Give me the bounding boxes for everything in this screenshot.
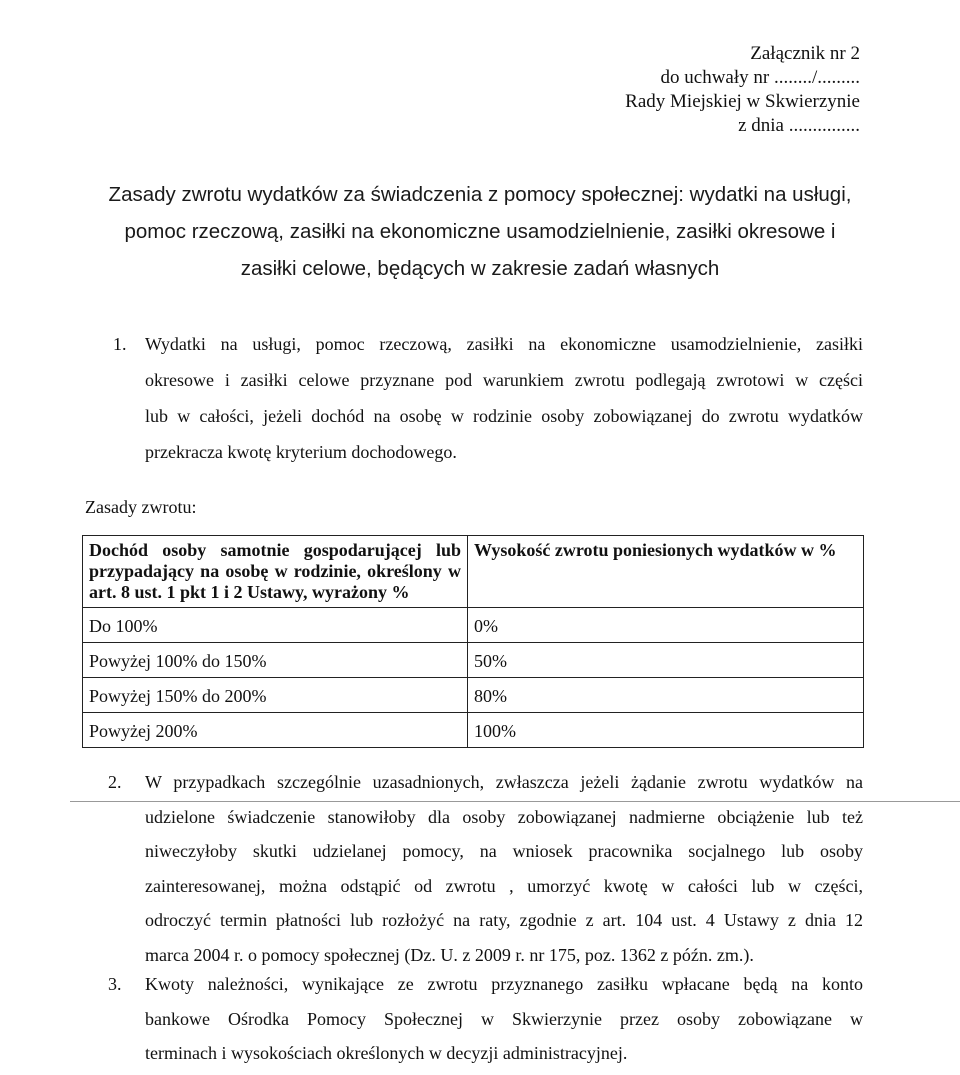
table-row [83,678,864,713]
paragraph-3-line: bankowe Ośrodka Pomocy Społecznej w Skwierzynie przez osoby zobowiązane w [145,1008,863,1029]
paragraph-3-line: Kwoty należności, wynikające ze zwrotu przyznanego zasiłku wpłacane będą na konto [145,974,863,994]
attachment-number: Załącznik nr 2 [750,43,860,64]
paragraph-2-line: odroczyć termin płatności lub rozłożyć na raty, zgodnie z art. 104 ust. 4 Ustawy z dnia 12 [145,910,863,930]
title-line-1: Zasady zwrotu wydatków za świadczenia z pomocy społecznej: wydatki na usługi, [108,183,852,206]
paragraph-3 [108,967,863,1071]
paragraph-2-line: zainteresowanej, można odstąpić od zwrotu , umorzyć kwotę w całości lub w części, [145,875,863,896]
paragraph-2-line: udzielone świadczenie stanowiłoby dla osoby zobowiązanej nadmierne obciążenie lub też [145,806,863,827]
income-cell: Powyżej 150% do 200% [83,678,468,713]
paragraph-1-line: przekracza kwotę kryterium dochodowego. [145,442,457,462]
title-line-3: zasiłki celowe, będących w zakresie zadań własnych [240,257,720,280]
paragraph-2-line: niweczyłoby skutki udzielanej pomocy, na wniosek pracownika socjalnego lub osoby [145,841,863,861]
paragraph-1-line: Wydatki na usługi, pomoc rzeczową, zasiłki na ekonomiczne usamodzielnienie, zasiłki [145,334,863,354]
table-row [83,643,864,678]
document-title [60,176,900,287]
income-cell: Do 100% [83,608,468,643]
paragraph-2-line: marca 2004 r. o pomocy społecznej (Dz. U. z 2009 r. nr 175, poz. 1362 z późn. zm.). [145,944,754,965]
paragraph-2-number: 2. [108,772,122,792]
paragraph-3-number: 3. [108,974,122,994]
rules-label: Zasady zwrotu: [85,497,197,517]
refund-cell: 100% [468,713,864,748]
table-header-row [83,536,864,608]
paragraph-1-number: 1. [113,334,127,354]
header-income: Dochód osoby samotnie gospodarującej lub przypadający na osobę w rodzinie, określony w art. 8 ust. 1 pkt 1 i 2 Ustawy, wyrażony % [83,536,468,608]
attachment-header [625,42,860,138]
income-cell: Powyżej 100% do 150% [83,643,468,678]
table-row [83,713,864,748]
title-line-2: pomoc rzeczową, zasiłki na ekonomiczne usamodzielnienie, zasiłki okresowe i [124,220,836,243]
refund-cell: 50% [468,643,864,678]
paragraph-1-line: lub w całości, jeżeli dochód na osobę w rodzinie osoby zobowiązanej do zwrotu wydatków [145,406,863,426]
resolution-date: z dnia ............... [738,115,860,136]
refund-cell: 80% [468,678,864,713]
refund-cell: 0% [468,608,864,643]
paragraph-3-line: terminach i wysokościach określonych w decyzji administracyjnej. [145,1043,628,1063]
resolution-number: do uchwały nr ......../......... [660,67,860,88]
table-row [83,608,864,643]
paragraph-2-line: W przypadkach szczególnie uzasadnionych, zwłaszcza jeżeli żądanie zwrotu wydatków na [145,772,863,792]
refund-rules-table [82,535,864,748]
paragraph-1 [113,326,863,470]
header-refund: Wysokość zwrotu poniesionych wydatków w % [468,536,864,608]
income-cell: Powyżej 200% [83,713,468,748]
paragraph-2 [108,765,863,972]
scan-artifact-line [70,801,960,802]
council-name: Rady Miejskiej w Skwierzynie [625,91,860,112]
paragraph-1-line: okresowe i zasiłki celowe przyznane pod warunkiem zwrotu podlegają zwrotowi w części [145,370,863,390]
